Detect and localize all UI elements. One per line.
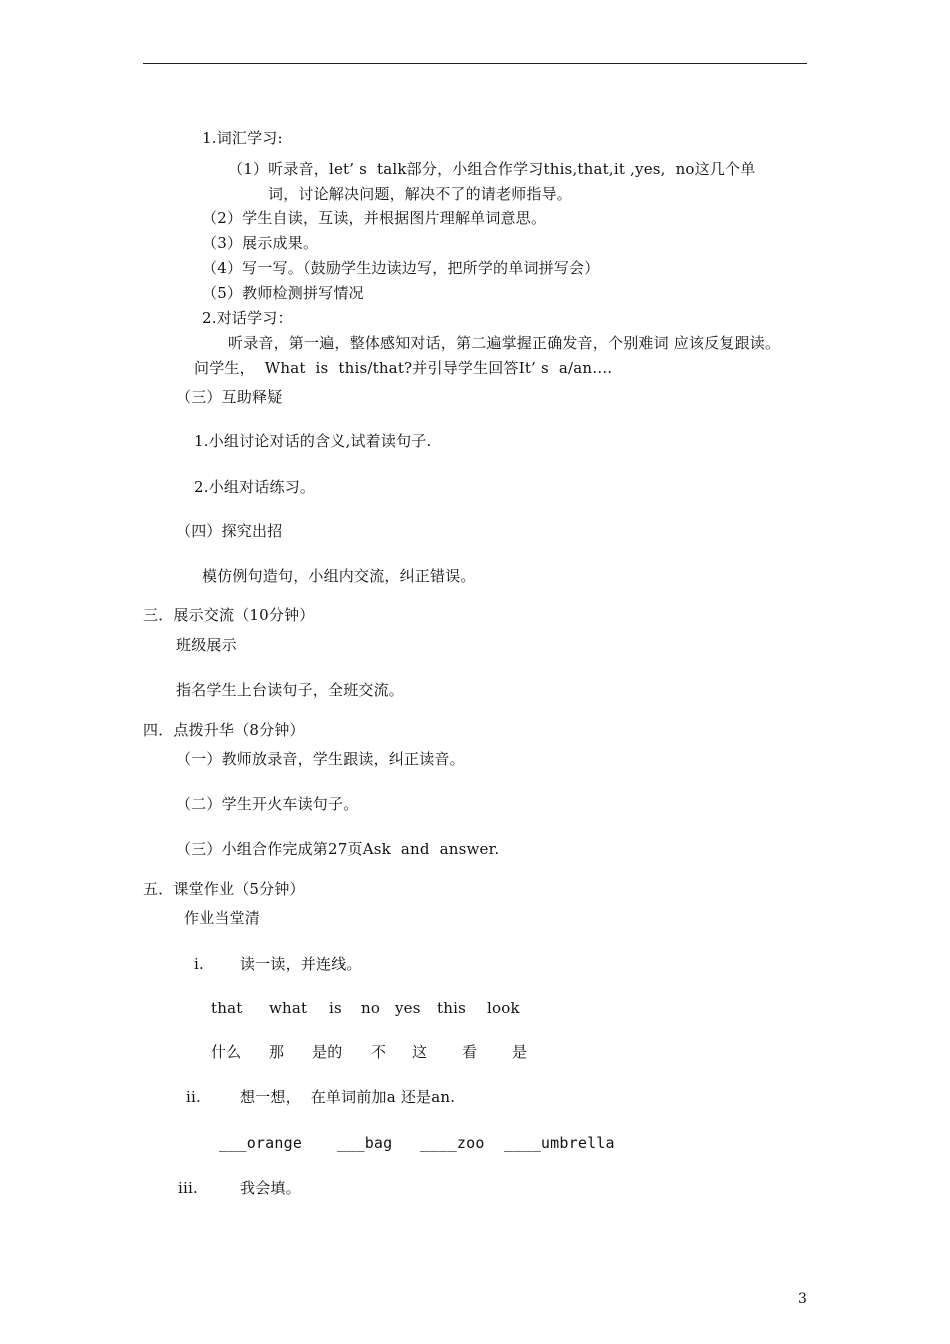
word-cell: this (437, 999, 466, 1017)
section-heading: （四）探究出招 (176, 522, 283, 540)
word-cell: look (487, 999, 520, 1017)
word-cell: 是的 (312, 1043, 343, 1061)
blank-item: ___orange (219, 1134, 303, 1152)
word-cell: 什么 (211, 1043, 242, 1061)
text-line: （4）写一写。（鼓励学生边读边写，把所学的单词拼写会） (202, 259, 600, 277)
word-cell: 那 (269, 1043, 285, 1061)
text-line: 2.小组对话练习。 (194, 478, 316, 496)
blank-item: ____zoo (420, 1134, 485, 1152)
text-line: 读一读，并连线。 (240, 955, 362, 973)
text-line: 听录音，第一遍，整体感知对话，第二遍掌握正确发音，个别难词 应该反复跟读。 (228, 334, 781, 352)
word-cell: 不 (371, 1043, 387, 1061)
text-line: 作业当堂清 (184, 909, 261, 927)
text-line: （二）学生开火车读句子。 (176, 795, 359, 813)
word-cell: is (329, 999, 342, 1017)
text-line: （5）教师检测拼写情况 (202, 284, 364, 302)
word-cell: 这 (412, 1043, 428, 1061)
list-marker: ii. (186, 1088, 201, 1106)
text-line: 想一想， 在单词前加a 还是an. (240, 1088, 456, 1106)
word-cell: that (211, 999, 243, 1017)
text-line: （一）教师放录音，学生跟读，纠正读音。 (176, 750, 465, 768)
text-line: 2.对话学习： (202, 309, 293, 327)
text-line: 我会填。 (240, 1179, 301, 1197)
text-line: 词，讨论解决问题，解决不了的请老师指导。 (268, 185, 573, 203)
page-number: 3 (798, 1291, 807, 1307)
text-line: 1.词汇学习: (202, 129, 283, 147)
section-heading: 三．展示交流（10分钟） (143, 606, 315, 624)
text-line: （2）学生自读，互读，并根据图片理解单词意思。 (202, 209, 547, 227)
word-cell: what (269, 999, 308, 1017)
list-marker: iii. (178, 1179, 198, 1197)
text-line: （三）小组合作完成第27页Ask and answer. (176, 840, 500, 858)
word-cell: yes (395, 999, 421, 1017)
list-marker: i. (194, 955, 204, 973)
word-cell: 是 (512, 1043, 528, 1061)
text-line: 班级展示 (176, 636, 237, 654)
section-heading: 五．课堂作业（5分钟） (143, 880, 305, 898)
text-line: 模仿例句造句，小组内交流，纠正错误。 (202, 567, 476, 585)
text-line: 问学生， What is this/that?并引导学生回答It’ s a/an…. (194, 359, 613, 377)
text-line: （3）展示成果。 (202, 234, 319, 252)
section-heading: （三）互助释疑 (176, 388, 283, 406)
word-cell: no (361, 999, 381, 1017)
blank-item: ____umbrella (504, 1134, 615, 1152)
blank-item: ___bag (337, 1134, 393, 1152)
text-line: （1）听录音，let’ s talk部分，小组合作学习this,that,it ,yes, no这几个单 (228, 160, 756, 178)
section-heading: 四．点拨升华（8分钟） (143, 721, 305, 739)
text-line: 1.小组讨论对话的含义,试着读句子. (194, 432, 432, 450)
word-cell: 看 (462, 1043, 478, 1061)
text-line: 指名学生上台读句子，全班交流。 (176, 681, 405, 699)
header-rule (143, 63, 807, 64)
